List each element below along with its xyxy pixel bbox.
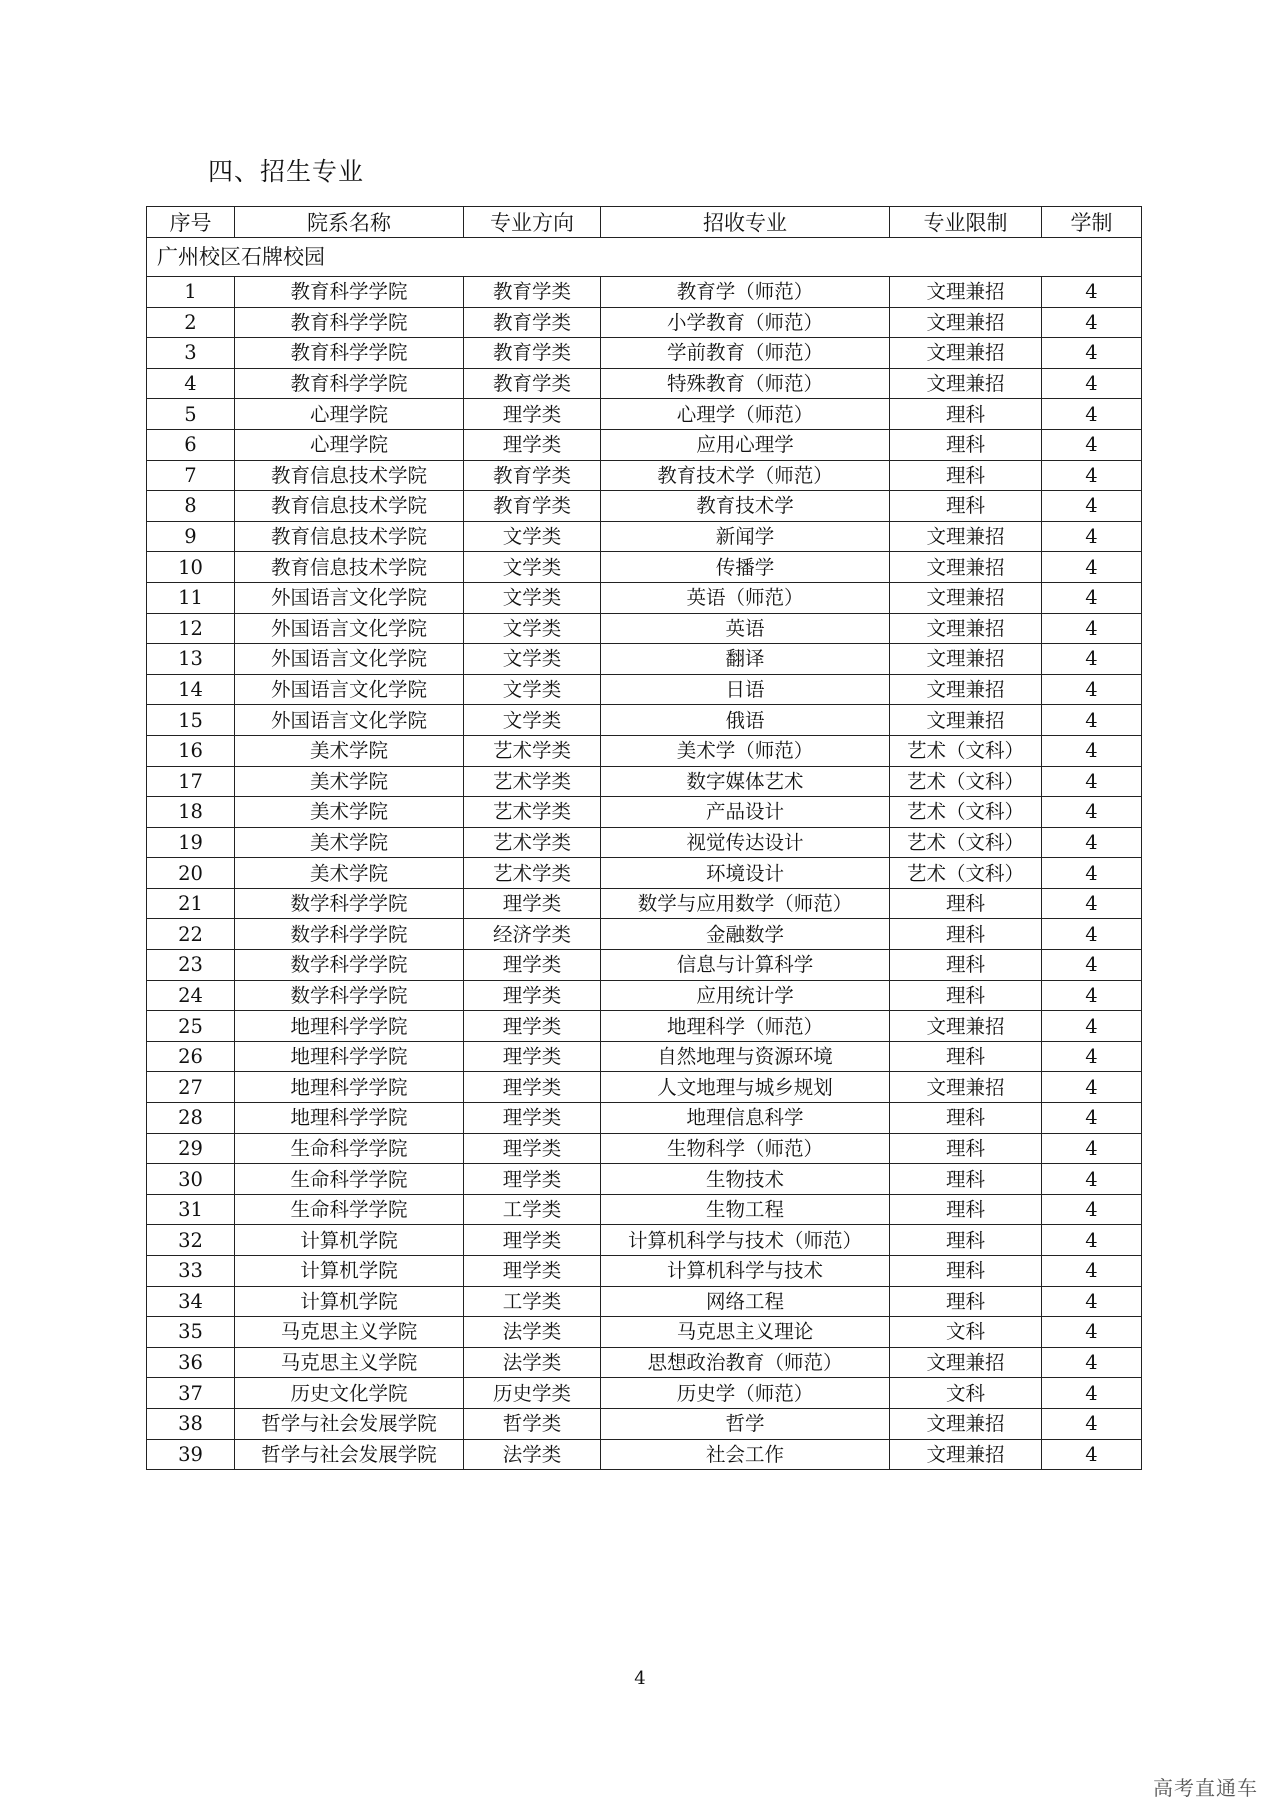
cell-restriction: 理科 bbox=[890, 919, 1042, 950]
cell-restriction: 文理兼招 bbox=[890, 644, 1042, 675]
cell-restriction: 文理兼招 bbox=[890, 1072, 1042, 1103]
cell-restriction: 艺术（文科） bbox=[890, 766, 1042, 797]
cell-duration: 4 bbox=[1042, 368, 1142, 399]
cell-duration: 4 bbox=[1042, 521, 1142, 552]
cell-seq: 12 bbox=[147, 613, 235, 644]
cell-direction: 艺术学类 bbox=[464, 858, 601, 889]
table-row bbox=[147, 1041, 1142, 1072]
cell-direction: 艺术学类 bbox=[464, 797, 601, 828]
cell-major: 心理学（师范） bbox=[601, 399, 890, 430]
cell-major: 数学与应用数学（师范） bbox=[601, 888, 890, 919]
cell-restriction: 理科 bbox=[890, 460, 1042, 491]
cell-restriction: 文理兼招 bbox=[890, 705, 1042, 736]
table-row bbox=[147, 797, 1142, 828]
cell-major: 新闻学 bbox=[601, 521, 890, 552]
cell-major: 计算机科学与技术 bbox=[601, 1256, 890, 1287]
cell-restriction: 理科 bbox=[890, 399, 1042, 430]
cell-department: 地理科学学院 bbox=[235, 1011, 464, 1042]
cell-major: 生物工程 bbox=[601, 1194, 890, 1225]
cell-department: 外国语言文化学院 bbox=[235, 613, 464, 644]
cell-direction: 教育学类 bbox=[464, 460, 601, 491]
cell-duration: 4 bbox=[1042, 1133, 1142, 1164]
cell-direction: 教育学类 bbox=[464, 338, 601, 369]
cell-direction: 教育学类 bbox=[464, 368, 601, 399]
table-row bbox=[147, 705, 1142, 736]
cell-duration: 4 bbox=[1042, 797, 1142, 828]
cell-department: 哲学与社会发展学院 bbox=[235, 1439, 464, 1470]
cell-department: 生命科学学院 bbox=[235, 1133, 464, 1164]
cell-duration: 4 bbox=[1042, 1072, 1142, 1103]
header-restriction: 专业限制 bbox=[890, 207, 1042, 238]
cell-major: 教育技术学（师范） bbox=[601, 460, 890, 491]
cell-seq: 27 bbox=[147, 1072, 235, 1103]
cell-seq: 17 bbox=[147, 766, 235, 797]
cell-department: 哲学与社会发展学院 bbox=[235, 1408, 464, 1439]
cell-major: 生物技术 bbox=[601, 1164, 890, 1195]
table-row bbox=[147, 521, 1142, 552]
cell-seq: 6 bbox=[147, 429, 235, 460]
cell-duration: 4 bbox=[1042, 491, 1142, 522]
cell-direction: 文学类 bbox=[464, 674, 601, 705]
cell-major: 生物科学（师范） bbox=[601, 1133, 890, 1164]
cell-seq: 18 bbox=[147, 797, 235, 828]
campus-name: 广州校区石牌校园 bbox=[147, 238, 1142, 277]
cell-seq: 5 bbox=[147, 399, 235, 430]
cell-restriction: 艺术（文科） bbox=[890, 797, 1042, 828]
table-row bbox=[147, 1408, 1142, 1439]
cell-major: 数字媒体艺术 bbox=[601, 766, 890, 797]
cell-seq: 30 bbox=[147, 1164, 235, 1195]
cell-seq: 14 bbox=[147, 674, 235, 705]
cell-department: 生命科学学院 bbox=[235, 1164, 464, 1195]
table-row bbox=[147, 1317, 1142, 1348]
cell-direction: 历史学类 bbox=[464, 1378, 601, 1409]
cell-major: 地理科学（师范） bbox=[601, 1011, 890, 1042]
cell-duration: 4 bbox=[1042, 399, 1142, 430]
cell-duration: 4 bbox=[1042, 338, 1142, 369]
cell-department: 教育科学学院 bbox=[235, 307, 464, 338]
cell-duration: 4 bbox=[1042, 582, 1142, 613]
cell-duration: 4 bbox=[1042, 307, 1142, 338]
cell-major: 小学教育（师范） bbox=[601, 307, 890, 338]
cell-department: 心理学院 bbox=[235, 429, 464, 460]
cell-duration: 4 bbox=[1042, 1439, 1142, 1470]
cell-seq: 37 bbox=[147, 1378, 235, 1409]
table-row bbox=[147, 888, 1142, 919]
watermark-text: 高考直通车 bbox=[1153, 1776, 1258, 1800]
cell-major: 教育学（师范） bbox=[601, 277, 890, 308]
cell-restriction: 理科 bbox=[890, 1164, 1042, 1195]
cell-major: 社会工作 bbox=[601, 1439, 890, 1470]
cell-seq: 24 bbox=[147, 980, 235, 1011]
cell-department: 马克思主义学院 bbox=[235, 1347, 464, 1378]
cell-seq: 22 bbox=[147, 919, 235, 950]
cell-direction: 经济学类 bbox=[464, 919, 601, 950]
table-row bbox=[147, 399, 1142, 430]
cell-major: 思想政治教育（师范） bbox=[601, 1347, 890, 1378]
table-row bbox=[147, 827, 1142, 858]
cell-restriction: 文理兼招 bbox=[890, 582, 1042, 613]
cell-duration: 4 bbox=[1042, 1225, 1142, 1256]
cell-department: 教育科学学院 bbox=[235, 277, 464, 308]
cell-duration: 4 bbox=[1042, 460, 1142, 491]
cell-major: 哲学 bbox=[601, 1408, 890, 1439]
cell-direction: 文学类 bbox=[464, 582, 601, 613]
cell-department: 历史文化学院 bbox=[235, 1378, 464, 1409]
cell-direction: 文学类 bbox=[464, 613, 601, 644]
cell-department: 数学科学学院 bbox=[235, 888, 464, 919]
cell-department: 外国语言文化学院 bbox=[235, 705, 464, 736]
table-row bbox=[147, 950, 1142, 981]
cell-department: 外国语言文化学院 bbox=[235, 582, 464, 613]
cell-direction: 教育学类 bbox=[464, 491, 601, 522]
table-row bbox=[147, 919, 1142, 950]
cell-major: 信息与计算科学 bbox=[601, 950, 890, 981]
cell-major: 人文地理与城乡规划 bbox=[601, 1072, 890, 1103]
cell-duration: 4 bbox=[1042, 613, 1142, 644]
table-row bbox=[147, 1011, 1142, 1042]
cell-direction: 法学类 bbox=[464, 1317, 601, 1348]
cell-seq: 32 bbox=[147, 1225, 235, 1256]
cell-restriction: 理科 bbox=[890, 1041, 1042, 1072]
cell-department: 美术学院 bbox=[235, 827, 464, 858]
cell-department: 数学科学学院 bbox=[235, 980, 464, 1011]
cell-department: 计算机学院 bbox=[235, 1225, 464, 1256]
cell-duration: 4 bbox=[1042, 888, 1142, 919]
cell-major: 视觉传达设计 bbox=[601, 827, 890, 858]
cell-direction: 理学类 bbox=[464, 980, 601, 1011]
cell-department: 美术学院 bbox=[235, 766, 464, 797]
cell-restriction: 理科 bbox=[890, 980, 1042, 1011]
cell-duration: 4 bbox=[1042, 1347, 1142, 1378]
cell-seq: 10 bbox=[147, 552, 235, 583]
cell-restriction: 文科 bbox=[890, 1317, 1042, 1348]
cell-restriction: 艺术（文科） bbox=[890, 827, 1042, 858]
cell-seq: 33 bbox=[147, 1256, 235, 1287]
cell-major: 传播学 bbox=[601, 552, 890, 583]
cell-seq: 28 bbox=[147, 1103, 235, 1134]
cell-department: 地理科学学院 bbox=[235, 1072, 464, 1103]
cell-seq: 35 bbox=[147, 1317, 235, 1348]
cell-department: 教育信息技术学院 bbox=[235, 521, 464, 552]
cell-restriction: 文理兼招 bbox=[890, 1439, 1042, 1470]
cell-duration: 4 bbox=[1042, 735, 1142, 766]
cell-restriction: 文科 bbox=[890, 1378, 1042, 1409]
cell-seq: 34 bbox=[147, 1286, 235, 1317]
cell-direction: 理学类 bbox=[464, 1041, 601, 1072]
cell-seq: 4 bbox=[147, 368, 235, 399]
table-row bbox=[147, 1103, 1142, 1134]
cell-duration: 4 bbox=[1042, 1408, 1142, 1439]
cell-direction: 理学类 bbox=[464, 1164, 601, 1195]
cell-restriction: 理科 bbox=[890, 429, 1042, 460]
cell-duration: 4 bbox=[1042, 644, 1142, 675]
cell-direction: 理学类 bbox=[464, 429, 601, 460]
cell-seq: 19 bbox=[147, 827, 235, 858]
cell-seq: 8 bbox=[147, 491, 235, 522]
cell-restriction: 文理兼招 bbox=[890, 613, 1042, 644]
cell-direction: 教育学类 bbox=[464, 277, 601, 308]
cell-restriction: 理科 bbox=[890, 1256, 1042, 1287]
cell-duration: 4 bbox=[1042, 552, 1142, 583]
table-row bbox=[147, 980, 1142, 1011]
cell-major: 产品设计 bbox=[601, 797, 890, 828]
cell-department: 教育信息技术学院 bbox=[235, 552, 464, 583]
cell-major: 学前教育（师范） bbox=[601, 338, 890, 369]
cell-duration: 4 bbox=[1042, 277, 1142, 308]
cell-restriction: 理科 bbox=[890, 1133, 1042, 1164]
section-title: 四、招生专业 bbox=[208, 157, 365, 186]
cell-duration: 4 bbox=[1042, 1286, 1142, 1317]
cell-department: 美术学院 bbox=[235, 858, 464, 889]
cell-duration: 4 bbox=[1042, 1256, 1142, 1287]
cell-seq: 16 bbox=[147, 735, 235, 766]
cell-direction: 理学类 bbox=[464, 950, 601, 981]
cell-department: 马克思主义学院 bbox=[235, 1317, 464, 1348]
table-row bbox=[147, 1072, 1142, 1103]
cell-seq: 13 bbox=[147, 644, 235, 675]
table-row bbox=[147, 582, 1142, 613]
cell-seq: 21 bbox=[147, 888, 235, 919]
cell-restriction: 文理兼招 bbox=[890, 1347, 1042, 1378]
cell-direction: 教育学类 bbox=[464, 307, 601, 338]
cell-restriction: 文理兼招 bbox=[890, 368, 1042, 399]
majors-table bbox=[146, 206, 1142, 1470]
cell-department: 计算机学院 bbox=[235, 1256, 464, 1287]
cell-restriction: 艺术（文科） bbox=[890, 735, 1042, 766]
table-row bbox=[147, 766, 1142, 797]
header-seq: 序号 bbox=[147, 207, 235, 238]
cell-major: 应用心理学 bbox=[601, 429, 890, 460]
cell-direction: 理学类 bbox=[464, 1072, 601, 1103]
cell-duration: 4 bbox=[1042, 1317, 1142, 1348]
table-row bbox=[147, 735, 1142, 766]
cell-restriction: 理科 bbox=[890, 1194, 1042, 1225]
table-row bbox=[147, 613, 1142, 644]
cell-major: 特殊教育（师范） bbox=[601, 368, 890, 399]
table-row bbox=[147, 674, 1142, 705]
cell-duration: 4 bbox=[1042, 429, 1142, 460]
cell-major: 翻译 bbox=[601, 644, 890, 675]
cell-direction: 理学类 bbox=[464, 399, 601, 430]
cell-duration: 4 bbox=[1042, 827, 1142, 858]
cell-direction: 文学类 bbox=[464, 644, 601, 675]
cell-seq: 3 bbox=[147, 338, 235, 369]
cell-direction: 文学类 bbox=[464, 521, 601, 552]
cell-seq: 29 bbox=[147, 1133, 235, 1164]
cell-direction: 文学类 bbox=[464, 552, 601, 583]
table-row bbox=[147, 552, 1142, 583]
cell-duration: 4 bbox=[1042, 858, 1142, 889]
cell-restriction: 艺术（文科） bbox=[890, 858, 1042, 889]
table-row bbox=[147, 1194, 1142, 1225]
cell-major: 计算机科学与技术（师范） bbox=[601, 1225, 890, 1256]
cell-major: 地理信息科学 bbox=[601, 1103, 890, 1134]
campus-row bbox=[147, 238, 1142, 277]
table-row bbox=[147, 644, 1142, 675]
cell-direction: 理学类 bbox=[464, 888, 601, 919]
cell-restriction: 文理兼招 bbox=[890, 1408, 1042, 1439]
table-row bbox=[147, 338, 1142, 369]
cell-direction: 理学类 bbox=[464, 1133, 601, 1164]
table-row bbox=[147, 1133, 1142, 1164]
cell-duration: 4 bbox=[1042, 980, 1142, 1011]
table-row bbox=[147, 491, 1142, 522]
table-row bbox=[147, 1378, 1142, 1409]
cell-department: 心理学院 bbox=[235, 399, 464, 430]
cell-restriction: 文理兼招 bbox=[890, 1011, 1042, 1042]
cell-restriction: 文理兼招 bbox=[890, 307, 1042, 338]
table-row bbox=[147, 1286, 1142, 1317]
header-major: 招收专业 bbox=[601, 207, 890, 238]
cell-duration: 4 bbox=[1042, 950, 1142, 981]
cell-major: 环境设计 bbox=[601, 858, 890, 889]
cell-major: 英语 bbox=[601, 613, 890, 644]
table-row bbox=[147, 1164, 1142, 1195]
cell-duration: 4 bbox=[1042, 1378, 1142, 1409]
cell-duration: 4 bbox=[1042, 1103, 1142, 1134]
cell-direction: 艺术学类 bbox=[464, 735, 601, 766]
cell-direction: 法学类 bbox=[464, 1347, 601, 1378]
cell-department: 外国语言文化学院 bbox=[235, 674, 464, 705]
cell-duration: 4 bbox=[1042, 1041, 1142, 1072]
cell-duration: 4 bbox=[1042, 919, 1142, 950]
cell-restriction: 文理兼招 bbox=[890, 338, 1042, 369]
cell-major: 俄语 bbox=[601, 705, 890, 736]
page-number: 4 bbox=[634, 1668, 646, 1689]
cell-restriction: 理科 bbox=[890, 888, 1042, 919]
cell-direction: 艺术学类 bbox=[464, 827, 601, 858]
table-row bbox=[147, 460, 1142, 491]
cell-duration: 4 bbox=[1042, 1164, 1142, 1195]
table-row bbox=[147, 1439, 1142, 1470]
cell-department: 生命科学学院 bbox=[235, 1194, 464, 1225]
cell-department: 教育科学学院 bbox=[235, 338, 464, 369]
cell-restriction: 文理兼招 bbox=[890, 674, 1042, 705]
cell-seq: 11 bbox=[147, 582, 235, 613]
cell-seq: 23 bbox=[147, 950, 235, 981]
cell-direction: 工学类 bbox=[464, 1286, 601, 1317]
cell-department: 教育信息技术学院 bbox=[235, 460, 464, 491]
cell-direction: 法学类 bbox=[464, 1439, 601, 1470]
cell-direction: 艺术学类 bbox=[464, 766, 601, 797]
cell-major: 日语 bbox=[601, 674, 890, 705]
cell-department: 计算机学院 bbox=[235, 1286, 464, 1317]
cell-restriction: 理科 bbox=[890, 950, 1042, 981]
cell-department: 美术学院 bbox=[235, 735, 464, 766]
table-row bbox=[147, 307, 1142, 338]
cell-major: 美术学（师范） bbox=[601, 735, 890, 766]
table-row bbox=[147, 368, 1142, 399]
cell-department: 数学科学学院 bbox=[235, 919, 464, 950]
cell-duration: 4 bbox=[1042, 1011, 1142, 1042]
cell-seq: 20 bbox=[147, 858, 235, 889]
cell-duration: 4 bbox=[1042, 766, 1142, 797]
cell-direction: 工学类 bbox=[464, 1194, 601, 1225]
cell-restriction: 理科 bbox=[890, 1286, 1042, 1317]
cell-restriction: 理科 bbox=[890, 1103, 1042, 1134]
cell-department: 地理科学学院 bbox=[235, 1103, 464, 1134]
cell-duration: 4 bbox=[1042, 1194, 1142, 1225]
cell-seq: 9 bbox=[147, 521, 235, 552]
header-direction: 专业方向 bbox=[464, 207, 601, 238]
header-duration: 学制 bbox=[1042, 207, 1142, 238]
table-row bbox=[147, 1256, 1142, 1287]
cell-restriction: 文理兼招 bbox=[890, 521, 1042, 552]
cell-major: 教育技术学 bbox=[601, 491, 890, 522]
cell-department: 地理科学学院 bbox=[235, 1041, 464, 1072]
cell-seq: 36 bbox=[147, 1347, 235, 1378]
cell-seq: 26 bbox=[147, 1041, 235, 1072]
cell-seq: 15 bbox=[147, 705, 235, 736]
cell-seq: 7 bbox=[147, 460, 235, 491]
cell-restriction: 理科 bbox=[890, 491, 1042, 522]
table-row bbox=[147, 277, 1142, 308]
cell-direction: 理学类 bbox=[464, 1103, 601, 1134]
cell-direction: 理学类 bbox=[464, 1011, 601, 1042]
cell-restriction: 理科 bbox=[890, 1225, 1042, 1256]
cell-seq: 31 bbox=[147, 1194, 235, 1225]
table-row bbox=[147, 1225, 1142, 1256]
cell-major: 金融数学 bbox=[601, 919, 890, 950]
table-row bbox=[147, 858, 1142, 889]
cell-duration: 4 bbox=[1042, 674, 1142, 705]
cell-direction: 哲学类 bbox=[464, 1408, 601, 1439]
cell-seq: 2 bbox=[147, 307, 235, 338]
cell-restriction: 文理兼招 bbox=[890, 277, 1042, 308]
cell-major: 网络工程 bbox=[601, 1286, 890, 1317]
cell-major: 马克思主义理论 bbox=[601, 1317, 890, 1348]
cell-direction: 文学类 bbox=[464, 705, 601, 736]
cell-department: 美术学院 bbox=[235, 797, 464, 828]
cell-direction: 理学类 bbox=[464, 1225, 601, 1256]
cell-major: 英语（师范） bbox=[601, 582, 890, 613]
cell-seq: 38 bbox=[147, 1408, 235, 1439]
cell-department: 教育信息技术学院 bbox=[235, 491, 464, 522]
cell-department: 数学科学学院 bbox=[235, 950, 464, 981]
cell-department: 外国语言文化学院 bbox=[235, 644, 464, 675]
table-row bbox=[147, 1347, 1142, 1378]
cell-seq: 25 bbox=[147, 1011, 235, 1042]
cell-seq: 1 bbox=[147, 277, 235, 308]
cell-duration: 4 bbox=[1042, 705, 1142, 736]
cell-major: 应用统计学 bbox=[601, 980, 890, 1011]
header-department: 院系名称 bbox=[235, 207, 464, 238]
table-header-row bbox=[147, 207, 1142, 238]
cell-seq: 39 bbox=[147, 1439, 235, 1470]
cell-major: 历史学（师范） bbox=[601, 1378, 890, 1409]
cell-department: 教育科学学院 bbox=[235, 368, 464, 399]
table-row bbox=[147, 429, 1142, 460]
cell-restriction: 文理兼招 bbox=[890, 552, 1042, 583]
cell-direction: 理学类 bbox=[464, 1256, 601, 1287]
cell-major: 自然地理与资源环境 bbox=[601, 1041, 890, 1072]
